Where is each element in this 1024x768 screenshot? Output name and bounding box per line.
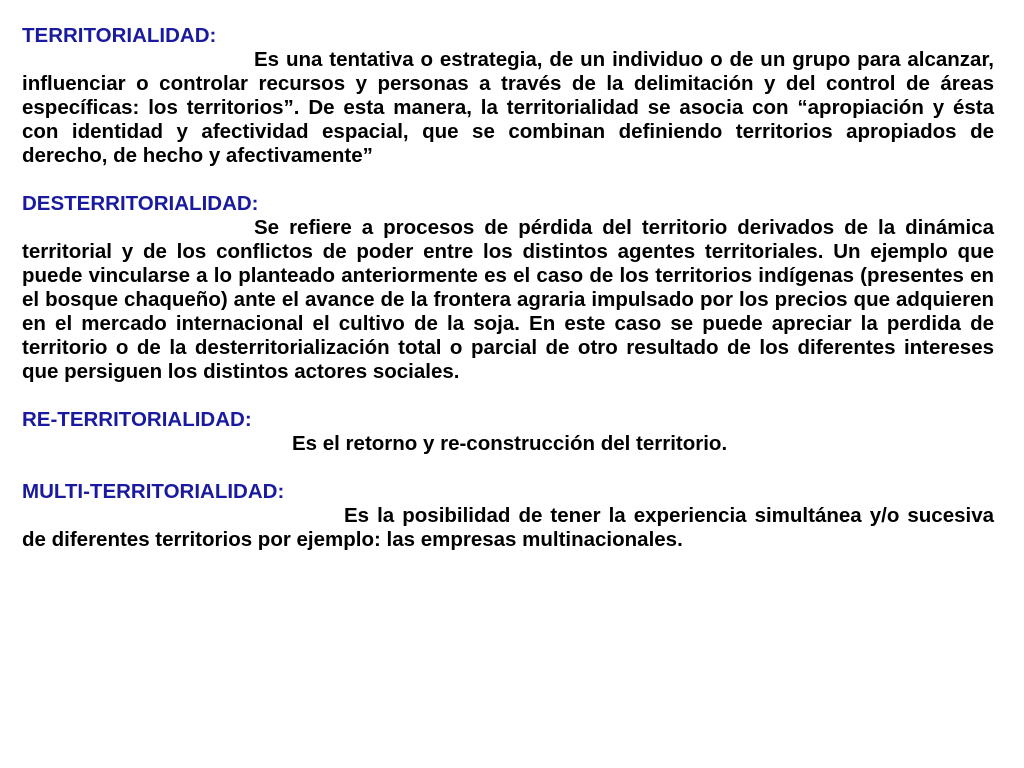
heading-desterritorialidad: DESTERRITORIALIDAD: (22, 192, 259, 215)
spacer (22, 168, 994, 192)
section-multi-territorialidad (22, 480, 994, 552)
spacer (22, 384, 994, 408)
text-territorialidad: Es una tentativa o estrategia, de un individuo o de un grupo para alcanzar, influenciar o controlar recursos y personas a través de la delimitación y del control de áreas específicas: los territorios”. De esta manera, la territorialidad se asocia con “apropiación y ésta con identidad y afectividad espacial, que se combinan definiendo territorios apropiados de derecho, de hecho y afectivamente” (22, 48, 994, 167)
document-page (22, 24, 994, 552)
heading-territorialidad: TERRITORIALIDAD: (22, 24, 217, 47)
section-territorialidad (22, 24, 994, 168)
heading-multi-territorialidad: MULTI-TERRITORIALIDAD: (22, 480, 285, 503)
section-re-territorialidad (22, 408, 994, 456)
text-desterritorialidad: Se refiere a procesos de pérdida del territorio derivados de la dinámica territorial y de los conflictos de poder entre los distintos agentes territoriales. Un ejemplo que puede vincularse a lo planteado anteriormente es el caso de los territorios indígenas (presentes en el bosque chaqueño) ante el avance de la frontera agraria impulsado por los precios que adquieren en el mercado internacional el cultivo de la soja. En este caso se puede apreciar la perdida de territorio o de la desterritorialización total o parcial de otro resultado de los diferentes intereses que persiguen los distintos actores sociales. (22, 216, 994, 383)
text-re-territorialidad: Es el retorno y re-construcción del territorio. (292, 432, 728, 455)
heading-re-territorialidad: RE-TERRITORIALIDAD: (22, 408, 252, 431)
text-multi-territorialidad: Es la posibilidad de tener la experiencia simultánea y/o sucesiva de diferentes territorios por ejemplo: las empresas multinacionales. (22, 504, 994, 551)
spacer (22, 456, 994, 480)
section-desterritorialidad (22, 192, 994, 384)
